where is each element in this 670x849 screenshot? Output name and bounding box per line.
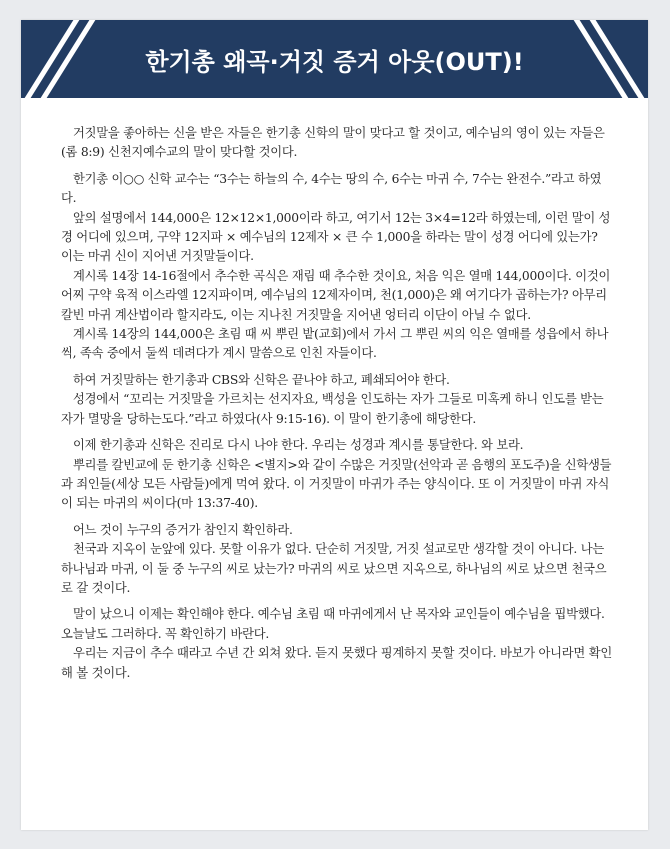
paragraph: 계시록 14장의 144,000은 초림 때 씨 뿌린 밭(교회)에서 가서 그 뿌린 씨의 익은 열매를 성읍에서 하나씩, 족속 중에서 둘씩 데려다가 계시 말씀으로 인친 자들이다. [61,327,609,361]
paragraph: 말이 났으니 이제는 확인해야 한다. 예수님 초림 때 마귀에게서 난 목자와 교인들이 예수님을 핍박했다. 오늘날도 그러하다. 꼭 확인하기 바란다. [61,607,605,641]
paragraph: 앞의 설명에서 144,000은 12×12×1,000이라 하고, 여기서 12는 3×4=12라 하였는데, 이런 말이 성경 어디에 있으며, 구약 12지파 × 예수님의 12제자 × 큰 수 1,000을 하라는 말이 성경 어디에 있는가? 이는 마귀 신이 지어낸 거짓말들이다. [61,210,611,264]
paragraph: 이제 한기총과 신학은 진리로 다시 나야 한다. 우리는 성경과 계시를 통달한다. 와 보라. [73,438,524,453]
paragraph: 뿌리를 칼빈교에 둔 한기총 신학은 <별지>와 같이 수많은 거짓말(선악과 곧 음행의 포도주)을 신학생들과 죄인들(세상 모든 사람들)에게 먹여 왔다. 이 거짓말이 마귀가 주는 양식이다. 또 이 거짓말이 마귀 자식이 되는 마귀의 씨이다(마 13:37-40). [61,457,612,511]
paragraph: 어느 것이 누구의 증거가 참인지 확인하라. [73,522,293,537]
article-card [21,20,648,830]
paragraph: 한기총 이○○ 신학 교수는 “3수는 하늘의 수, 4수는 땅의 수, 6수는 마귀 수, 7수는 완전수.”라고 하였다. [61,171,602,206]
paragraph: 계시록 14장 14-16절에서 추수한 곡식은 재림 때 추수한 것이요, 처음 익은 열매 144,000이다. 이것이 어찌 구약 육적 이스라엘 12지파이며, 예수님의 12제자이며, 천(1,000)은 왜 여기다가 곱하는가? 아무리 칼빈 마귀 계산법이라 할지라도, 이는 지나친 거짓말을 지어낸 엉터리 이단이 아닐 수 없다. [61,268,611,322]
page-title: 한기총 왜곡·거짓 증거 아웃(OUT)! [145,47,524,76]
paragraph: 우리는 지금이 추수 때라고 수년 간 외쳐 왔다. 듣지 못했다 핑계하지 못할 것이다. 바보가 아니라면 확인해 볼 것이다. [61,646,612,680]
article-body [61,124,612,683]
paragraph: 천국과 지옥이 눈앞에 있다. 못할 이유가 없다. 단순히 거짓말, 거짓 설교로만 생각할 것이 아니다. 나는 하나님과 마귀, 이 둘 중 누구의 씨로 났는가? 마귀의 씨로 났으면 지옥으로, 하나님의 씨로 났으면 천국으로 갈 것이다. [61,542,607,595]
paragraph: 거짓말을 좋아하는 신을 받은 자들은 한기총 신학의 말이 맞다고 할 것이고, 예수님의 영이 있는 자들은(롬 8:9) 신천지예수교의 말이 맞다할 것이다. [61,126,605,160]
paragraph: 성경에서 “꼬리는 거짓말을 가르치는 선지자요, 백성을 인도하는 자가 그들로 미혹케 하니 인도를 받는 자가 멸망을 당하는도다.”라고 하였다(사 9:15-16). 이 말이 한기총에 해당한다. [61,392,604,426]
title-banner [21,20,648,98]
paragraph: 하여 거짓말하는 한기총과 CBS와 신학은 끝나야 하고, 폐쇄되어야 한다. [73,372,450,387]
